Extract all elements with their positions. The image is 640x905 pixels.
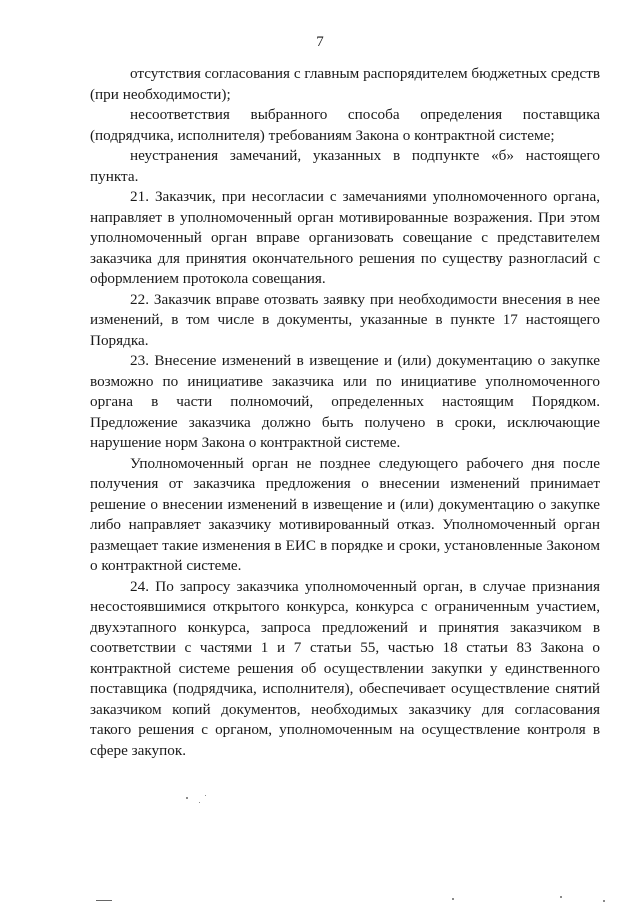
- scan-speck: [205, 795, 206, 796]
- scan-speck: [452, 898, 454, 900]
- paragraph: несоответствия выбранного способа определения поставщика (подрядчика, исполнителя) требованиям Закона о контрактной системе;: [90, 106, 600, 144]
- page-number: 7: [316, 34, 324, 50]
- paragraph: 21. Заказчик, при несогласии с замечаниями уполномоченного органа, направляет в уполномоченный орган мотивированные возражения. При этом уполномоченный орган вправе организовать совещание с представителем заказчика для принятия окончательного решения по существу разногласий с оформлением протокола совещания.: [90, 188, 600, 287]
- scan-speck: [199, 802, 200, 803]
- scan-speck: [560, 896, 562, 898]
- paragraph: 23. Внесение изменений в извещение и (или) документацию о закупке возможно по инициативе заказчика или по инициативе уполномоченного органа в части полномочий, определенных настоящим Порядком. Предложение заказчика должно быть получено в сроки, исключающие нарушение норм Закона о контрактной системе.: [90, 352, 600, 451]
- scan-speck: [603, 900, 605, 902]
- document-body: [90, 64, 600, 761]
- paragraph: Уполномоченный орган не позднее следующего рабочего дня после получения от заказчика предложения о внесении изменений принимает решение о внесении изменений в извещение и (или) документацию о закупке либо направляет заказчику мотивированный отказ. Уполномоченный орган размещает такие изменения в ЕИС в порядке и сроки, установленные Законом о контрактной системе.: [90, 454, 600, 574]
- paragraph: отсутствия согласования с главным распорядителем бюджетных средств (при необходимости);: [90, 65, 600, 103]
- paragraph: неустранения замечаний, указанных в подпункте «б» настоящего пункта.: [90, 147, 600, 185]
- scan-speck: [186, 797, 188, 799]
- paragraph: 24. По запросу заказчика уполномоченный орган, в случае признания несостоявшимися открытого конкурса, конкурса с ограниченным участием, двухэтапного конкурса, запроса предложений и принятия заказчиком в соответствии с частями 1 и 7 статьи 55, частью 18 статьи 83 Закона о контрактной системе решения об осуществлении закупки у единственного поставщика (подрядчика, исполнителя), обеспечивает осуществление снятий заказчиком копий документов, необходимых заказчику для согласования такого решения с органом, уполномоченным на осуществление контроля в сфере закупок.: [90, 577, 600, 759]
- paragraph: 22. Заказчик вправе отозвать заявку при необходимости внесения в нее изменений, в том числе в документы, указанные в пункте 17 настоящего Порядка.: [90, 290, 600, 349]
- scan-speck: [96, 900, 112, 901]
